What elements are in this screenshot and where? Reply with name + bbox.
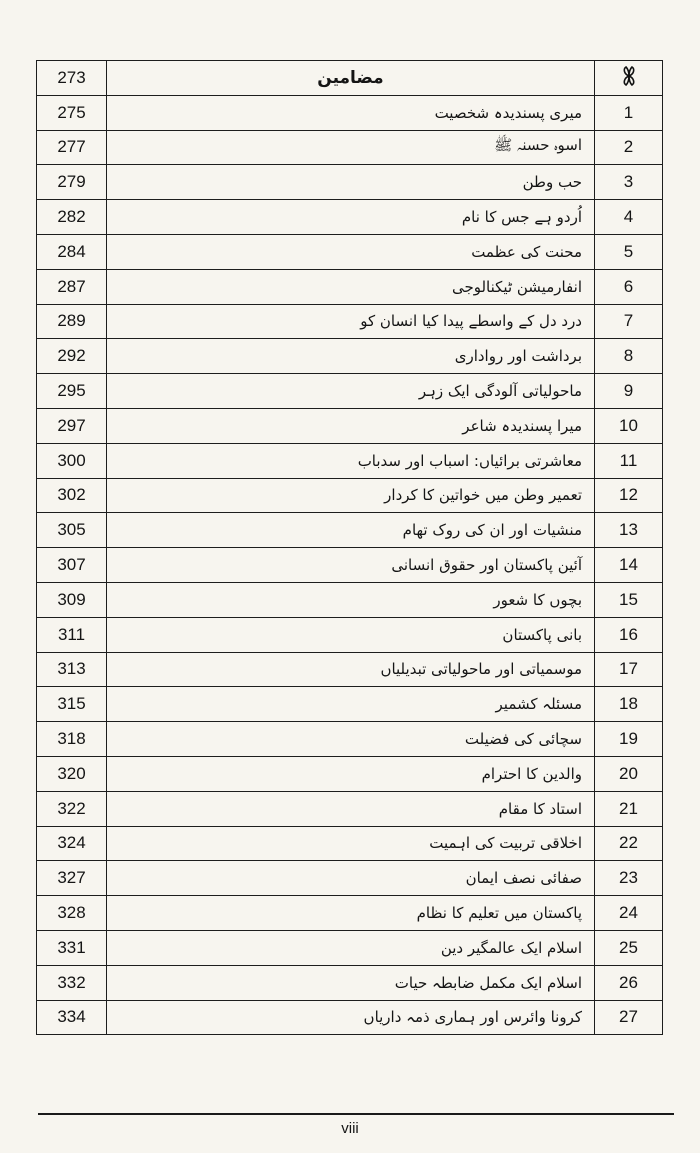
header-page-number: 273 — [37, 61, 107, 96]
table-row — [37, 443, 663, 478]
table-row — [37, 200, 663, 235]
entry-title: حب وطن — [107, 165, 595, 200]
entry-title: اخلاقی تربیت کی اہمیت — [107, 826, 595, 861]
entry-number: 24 — [595, 896, 663, 931]
entry-title: استاد کا مقام — [107, 791, 595, 826]
table-row — [37, 756, 663, 791]
entry-page-number: 307 — [37, 548, 107, 583]
entry-title: معاشرتی برائیاں: اسباب اور سدباب — [107, 443, 595, 478]
entry-title: انفارمیشن ٹیکنالوجی — [107, 269, 595, 304]
entry-title: کرونا وائرس اور ہماری ذمہ داریاں — [107, 1000, 595, 1035]
entry-page-number: 279 — [37, 165, 107, 200]
entry-number: 25 — [595, 930, 663, 965]
entry-number: 3 — [595, 165, 663, 200]
entry-page-number: 292 — [37, 339, 107, 374]
section-heading: مضامین — [107, 61, 595, 96]
entry-number: 17 — [595, 652, 663, 687]
table-row — [37, 513, 663, 548]
entry-title: اسلام ایک عالمگیر دین — [107, 930, 595, 965]
entry-title: برداشت اور رواداری — [107, 339, 595, 374]
entry-title: اُردو ہے جس کا نام — [107, 200, 595, 235]
entry-title: تعمیر وطن میں خواتین کا کردار — [107, 478, 595, 513]
footer-rule — [38, 1113, 674, 1115]
entry-number: 13 — [595, 513, 663, 548]
entry-title: بچوں کا شعور — [107, 582, 595, 617]
entry-number: 11 — [595, 443, 663, 478]
table-row — [37, 130, 663, 165]
entry-number: 20 — [595, 756, 663, 791]
table-row — [37, 165, 663, 200]
entry-title: بانی پاکستان — [107, 617, 595, 652]
entry-title: موسمیاتی اور ماحولیاتی تبدیلیاں — [107, 652, 595, 687]
table-row — [37, 896, 663, 931]
entry-number: 8 — [595, 339, 663, 374]
table-row — [37, 269, 663, 304]
header-row — [37, 61, 663, 96]
table-row — [37, 652, 663, 687]
table-row — [37, 548, 663, 583]
entry-title: ماحولیاتی آلودگی ایک زہر — [107, 374, 595, 409]
entry-page-number: 295 — [37, 374, 107, 409]
entry-number: 23 — [595, 861, 663, 896]
table-row — [37, 339, 663, 374]
entry-title: مسئلہ کشمیر — [107, 687, 595, 722]
entry-page-number: 327 — [37, 861, 107, 896]
entry-number: 12 — [595, 478, 663, 513]
page-folio: viii — [341, 1120, 359, 1137]
entry-page-number: 313 — [37, 652, 107, 687]
entry-page-number: 309 — [37, 582, 107, 617]
entry-page-number: 311 — [37, 617, 107, 652]
entry-number: 18 — [595, 687, 663, 722]
entry-title: سچائی کی فضیلت — [107, 722, 595, 757]
entry-page-number: 332 — [37, 965, 107, 1000]
table-row — [37, 965, 663, 1000]
entry-number: 1 — [595, 95, 663, 130]
entry-title: منشیات اور ان کی روک تھام — [107, 513, 595, 548]
entry-number: 14 — [595, 548, 663, 583]
table-row — [37, 930, 663, 965]
entry-page-number: 318 — [37, 722, 107, 757]
entry-title: محنت کی عظمت — [107, 234, 595, 269]
entry-page-number: 289 — [37, 304, 107, 339]
table-row — [37, 826, 663, 861]
entry-page-number: 334 — [37, 1000, 107, 1035]
entry-page-number: 328 — [37, 896, 107, 931]
entry-number: 2 — [595, 130, 663, 165]
table-row — [37, 478, 663, 513]
table-row — [37, 582, 663, 617]
entry-page-number: 315 — [37, 687, 107, 722]
entry-title: میری پسندیدہ شخصیت — [107, 95, 595, 130]
entry-number: 22 — [595, 826, 663, 861]
entry-number: 10 — [595, 408, 663, 443]
entry-number: 9 — [595, 374, 663, 409]
table-row — [37, 374, 663, 409]
entry-title: صفائی نصف ایمان — [107, 861, 595, 896]
entry-page-number: 277 — [37, 130, 107, 165]
entry-title: اسلام ایک مکمل ضابطہ حیات — [107, 965, 595, 1000]
entry-number: 4 — [595, 200, 663, 235]
table-row — [37, 408, 663, 443]
header-icon-cell — [595, 61, 663, 96]
entry-page-number: 297 — [37, 408, 107, 443]
entry-page-number: 322 — [37, 791, 107, 826]
entry-number: 16 — [595, 617, 663, 652]
table-row — [37, 1000, 663, 1035]
entry-page-number: 331 — [37, 930, 107, 965]
entry-page-number: 287 — [37, 269, 107, 304]
table-row — [37, 722, 663, 757]
entry-title: اسوہ حسنہ ﷺ — [107, 130, 595, 165]
table-row — [37, 234, 663, 269]
table-row — [37, 304, 663, 339]
entry-title: والدین کا احترام — [107, 756, 595, 791]
entry-number: 19 — [595, 722, 663, 757]
entry-number: 15 — [595, 582, 663, 617]
table-row — [37, 791, 663, 826]
entry-title: پاکستان میں تعلیم کا نظام — [107, 896, 595, 931]
entry-page-number: 305 — [37, 513, 107, 548]
entry-page-number: 324 — [37, 826, 107, 861]
entry-page-number: 275 — [37, 95, 107, 130]
flower-ornament-icon — [618, 65, 640, 91]
table-row — [37, 687, 663, 722]
entry-title: درد دل کے واسطے پیدا کیا انسان کو — [107, 304, 595, 339]
entry-page-number: 302 — [37, 478, 107, 513]
entry-title: آئین پاکستان اور حقوق انسانی — [107, 548, 595, 583]
entry-number: 27 — [595, 1000, 663, 1035]
entry-number: 6 — [595, 269, 663, 304]
entry-page-number: 300 — [37, 443, 107, 478]
entry-number: 26 — [595, 965, 663, 1000]
contents-table — [36, 60, 663, 1035]
entry-page-number: 282 — [37, 200, 107, 235]
entry-page-number: 284 — [37, 234, 107, 269]
table-row — [37, 617, 663, 652]
entry-page-number: 320 — [37, 756, 107, 791]
entry-number: 21 — [595, 791, 663, 826]
entry-title: میرا پسندیدہ شاعر — [107, 408, 595, 443]
entry-number: 5 — [595, 234, 663, 269]
table-row — [37, 95, 663, 130]
table-row — [37, 861, 663, 896]
entry-number: 7 — [595, 304, 663, 339]
